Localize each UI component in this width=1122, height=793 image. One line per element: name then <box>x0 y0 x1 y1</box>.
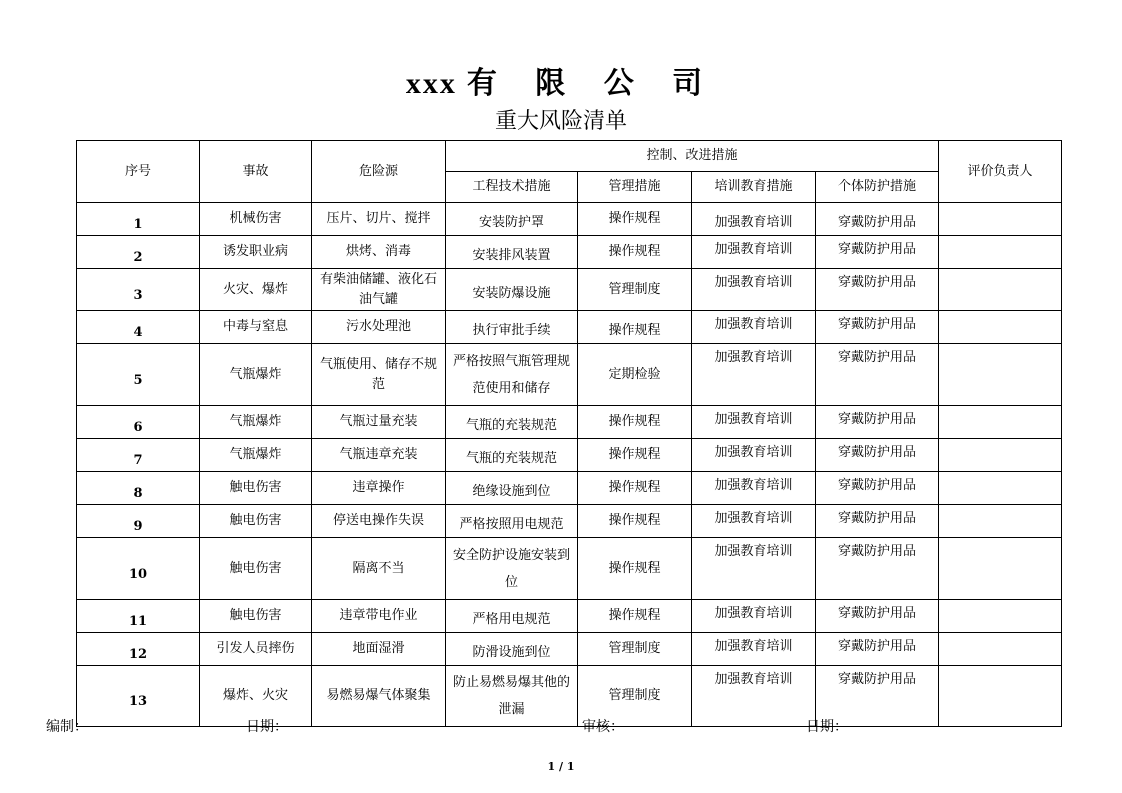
footer-date-1: 日期： <box>246 719 288 735</box>
cell-hazard: 违章操作 <box>312 472 446 505</box>
table-row <box>77 538 1062 600</box>
cell-evaluator <box>939 439 1062 472</box>
cell-engineering: 严格用电规范 <box>446 600 578 633</box>
header-evaluator: 评价负责人 <box>939 141 1062 203</box>
cell-management: 操作规程 <box>578 311 692 344</box>
cell-management: 管理制度 <box>578 633 692 666</box>
cell-engineering: 绝缘设施到位 <box>446 472 578 505</box>
cell-training: 加强教育培训 <box>692 406 816 439</box>
cell-index: 5 <box>77 344 200 406</box>
cell-training: 加强教育培训 <box>692 472 816 505</box>
cell-hazard: 隔离不当 <box>312 538 446 600</box>
table-row <box>77 203 1062 236</box>
cell-training: 加强教育培训 <box>692 505 816 538</box>
cell-evaluator <box>939 406 1062 439</box>
cell-hazard: 气瓶过量充装 <box>312 406 446 439</box>
cell-training: 加强教育培训 <box>692 600 816 633</box>
company-name-latin: xxx <box>405 67 457 100</box>
cell-engineering: 防滑设施到位 <box>446 633 578 666</box>
cell-accident: 爆炸、火灾 <box>200 666 312 727</box>
cell-hazard: 压片、切片、搅拌 <box>312 203 446 236</box>
cell-ppe: 穿戴防护用品 <box>816 666 939 727</box>
cell-hazard: 易燃易爆气体聚集 <box>312 666 446 727</box>
cell-engineering: 安全防护设施安装到位 <box>446 538 578 600</box>
company-title <box>0 58 1122 102</box>
cell-ppe: 穿戴防护用品 <box>816 203 939 236</box>
cell-ppe: 穿戴防护用品 <box>816 344 939 406</box>
cell-engineering: 安装防护罩 <box>446 203 578 236</box>
cell-index: 10 <box>77 538 200 600</box>
cell-hazard: 违章带电作业 <box>312 600 446 633</box>
cell-accident: 触电伤害 <box>200 505 312 538</box>
cell-index: 3 <box>77 269 200 311</box>
cell-index: 7 <box>77 439 200 472</box>
header-ppe: 个体防护措施 <box>816 172 939 203</box>
cell-management: 管理制度 <box>578 666 692 727</box>
table-row <box>77 633 1062 666</box>
cell-ppe: 穿戴防护用品 <box>816 311 939 344</box>
footer-date-2: 日期： <box>806 719 848 735</box>
cell-index: 8 <box>77 472 200 505</box>
cell-training: 加强教育培训 <box>692 203 816 236</box>
cell-training: 加强教育培训 <box>692 269 816 311</box>
cell-training: 加强教育培训 <box>692 344 816 406</box>
cell-hazard: 气瓶违章充装 <box>312 439 446 472</box>
header-control-group: 控制、改进措施 <box>446 141 939 172</box>
cell-evaluator <box>939 633 1062 666</box>
cell-accident: 触电伤害 <box>200 472 312 505</box>
cell-hazard: 停送电操作失误 <box>312 505 446 538</box>
cell-ppe: 穿戴防护用品 <box>816 439 939 472</box>
cell-evaluator <box>939 269 1062 311</box>
company-name-cn: 有 限 公 司 <box>466 66 717 101</box>
cell-accident: 触电伤害 <box>200 600 312 633</box>
cell-accident: 诱发职业病 <box>200 236 312 269</box>
table-row <box>77 666 1062 727</box>
cell-management: 操作规程 <box>578 538 692 600</box>
cell-management: 管理制度 <box>578 269 692 311</box>
cell-evaluator <box>939 203 1062 236</box>
cell-training: 加强教育培训 <box>692 538 816 600</box>
table-row <box>77 406 1062 439</box>
cell-management: 操作规程 <box>578 406 692 439</box>
header-index: 序号 <box>77 141 200 203</box>
cell-management: 操作规程 <box>578 600 692 633</box>
cell-ppe: 穿戴防护用品 <box>816 269 939 311</box>
cell-ppe: 穿戴防护用品 <box>816 600 939 633</box>
cell-index: 11 <box>77 600 200 633</box>
cell-training: 加强教育培训 <box>692 236 816 269</box>
cell-accident: 触电伤害 <box>200 538 312 600</box>
cell-ppe: 穿戴防护用品 <box>816 406 939 439</box>
cell-management: 操作规程 <box>578 505 692 538</box>
table-row <box>77 472 1062 505</box>
cell-engineering: 气瓶的充装规范 <box>446 406 578 439</box>
cell-accident: 气瓶爆炸 <box>200 344 312 406</box>
header-management: 管理措施 <box>578 172 692 203</box>
risk-table <box>76 140 1062 727</box>
cell-hazard: 气瓶使用、储存不规范 <box>312 344 446 406</box>
cell-training: 加强教育培训 <box>692 666 816 727</box>
cell-management: 操作规程 <box>578 439 692 472</box>
cell-ppe: 穿戴防护用品 <box>816 633 939 666</box>
cell-evaluator <box>939 311 1062 344</box>
cell-hazard: 污水处理池 <box>312 311 446 344</box>
cell-ppe: 穿戴防护用品 <box>816 505 939 538</box>
cell-engineering: 严格按照气瓶管理规范使用和储存 <box>446 344 578 406</box>
table-row <box>77 439 1062 472</box>
cell-accident: 机械伤害 <box>200 203 312 236</box>
cell-hazard: 地面湿滑 <box>312 633 446 666</box>
table-row <box>77 236 1062 269</box>
cell-index: 2 <box>77 236 200 269</box>
cell-accident: 中毒与窒息 <box>200 311 312 344</box>
table-row <box>77 344 1062 406</box>
table-row <box>77 311 1062 344</box>
cell-accident: 气瓶爆炸 <box>200 439 312 472</box>
cell-evaluator <box>939 505 1062 538</box>
cell-index: 1 <box>77 203 200 236</box>
header-accident: 事故 <box>200 141 312 203</box>
cell-engineering: 执行审批手续 <box>446 311 578 344</box>
cell-evaluator <box>939 236 1062 269</box>
cell-evaluator <box>939 600 1062 633</box>
cell-index: 4 <box>77 311 200 344</box>
cell-ppe: 穿戴防护用品 <box>816 236 939 269</box>
cell-index: 9 <box>77 505 200 538</box>
cell-index: 13 <box>77 666 200 727</box>
document-title: 重大风险清单 <box>494 109 627 134</box>
cell-management: 操作规程 <box>578 236 692 269</box>
cell-engineering: 防止易燃易爆其他的泄漏 <box>446 666 578 727</box>
cell-evaluator <box>939 472 1062 505</box>
cell-ppe: 穿戴防护用品 <box>816 538 939 600</box>
cell-hazard: 烘烤、消毒 <box>312 236 446 269</box>
header-engineering: 工程技术措施 <box>446 172 578 203</box>
cell-engineering: 安装防爆设施 <box>446 269 578 311</box>
cell-index: 12 <box>77 633 200 666</box>
cell-hazard: 有柴油储罐、液化石油气罐 <box>312 269 446 311</box>
cell-evaluator <box>939 344 1062 406</box>
footer-compiled-by: 编制： <box>46 719 88 735</box>
header-training: 培训教育措施 <box>692 172 816 203</box>
header-hazard: 危险源 <box>312 141 446 203</box>
cell-accident: 气瓶爆炸 <box>200 406 312 439</box>
table-row <box>77 505 1062 538</box>
cell-training: 加强教育培训 <box>692 311 816 344</box>
page-number: 1 / 1 <box>547 760 575 773</box>
cell-index: 6 <box>77 406 200 439</box>
cell-evaluator <box>939 666 1062 727</box>
cell-training: 加强教育培训 <box>692 439 816 472</box>
cell-ppe: 穿戴防护用品 <box>816 472 939 505</box>
footer-reviewed-by: 审核： <box>582 719 624 735</box>
cell-engineering: 气瓶的充装规范 <box>446 439 578 472</box>
cell-accident: 火灾、爆炸 <box>200 269 312 311</box>
cell-management: 定期检验 <box>578 344 692 406</box>
cell-training: 加强教育培训 <box>692 633 816 666</box>
cell-engineering: 严格按照用电规范 <box>446 505 578 538</box>
table-row <box>77 600 1062 633</box>
cell-engineering: 安装排风装置 <box>446 236 578 269</box>
cell-evaluator <box>939 538 1062 600</box>
cell-management: 操作规程 <box>578 472 692 505</box>
cell-management: 操作规程 <box>578 203 692 236</box>
table-row <box>77 269 1062 311</box>
cell-accident: 引发人员摔伤 <box>200 633 312 666</box>
